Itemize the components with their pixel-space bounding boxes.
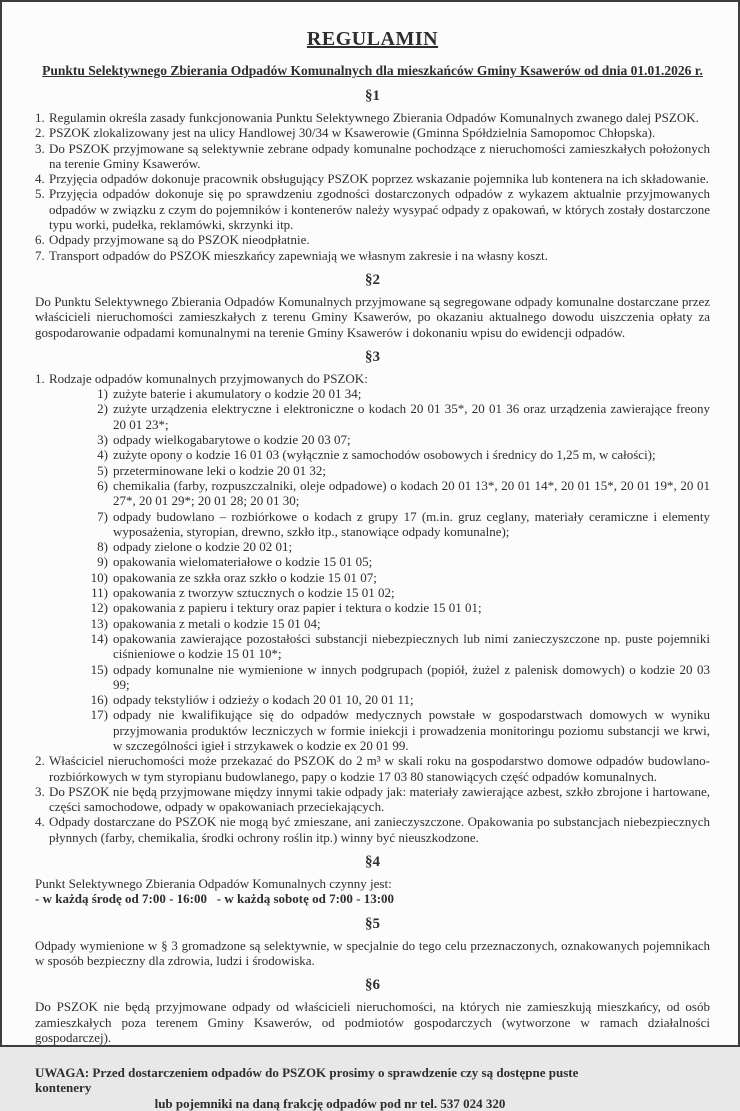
list-item-number: 8) [97,539,108,555]
list-item-text: odpady wielkogabarytowe o kodzie 20 03 07; [113,432,351,448]
list-item [35,232,710,247]
list-item [81,662,710,693]
list-item-number: 2. [35,125,45,141]
list-item-text: zużyte baterie i akumulatory o kodzie 20 01 34; [113,386,362,402]
list-item [81,432,710,447]
footer-note-line1: UWAGA: Przed dostarczeniem odpadów do PSZOK prosimy o sprawdzenie czy są dostępne puste kontenery [35,1065,579,1096]
list-item-text: Odpady przyjmowane są do PSZOK nieodpłatnie. [49,232,310,248]
list-item-number: 4. [35,171,45,187]
waste-types-sublist [81,386,710,753]
list-item-text: odpady nie kwalifikujące się do odpadów medycznych powstałe w gospodarstwach domowych w wyniku przyjmowania produktów leczniczych w formie iniekcji i prowadzenia monitoringu poziomu substancji we krwi, w szczególności igieł i strzykawek o kodzie ex 20 01 99. [113,707,710,753]
opening-hours-intro: Punkt Selektywnego Zbierania Odpadów Komunalnych czynny jest: [35,876,392,892]
footer-note-line2: lub pojemniki na daną frakcję odpadów pod nr tel. 537 024 320 [154,1095,506,1111]
list-item-text: Przyjęcia odpadów dokonuje się po sprawdzeniu zgodności dostarczonych odpadów z wykazem aktualnie przyjmowanych odpadów w związku z czym do pojemników i kontenerów należy wysypać odpady z opakowań, w których zostały dostarczone typu worki, pudełka, reklamówki, skrzynki itp. [49,186,710,233]
section-6-heading: §6 [365,977,380,994]
list-item-number: 5. [35,186,45,202]
list-item-text: Rodzaje odpadów komunalnych przyjmowanych do PSZOK: [49,370,368,386]
list-item-number: 14) [90,630,108,646]
list-item-number: 4. [35,814,45,830]
list-item-text: Regulamin określa zasady funkcjonowania Punktu Selektywnego Zbierania Odpadów Komunalnych zwanego dalej PSZOK. [49,110,699,125]
list-item-text: opakowania zawierające pozostałości substancji niebezpiecznych lub nimi zanieczyszczone np. puste pojemniki ciśnieniowe o kodzie 15 01 10*; [113,630,710,662]
list-item [81,539,710,554]
section-4-heading: §4 [365,854,380,871]
section-1-body [35,110,710,263]
list-item-number: 15) [90,661,108,677]
list-item-text: Do PSZOK przyjmowane są selektywnie zebrane odpady komunalne pochodzące z nieruchomości zamieszkałych położonych na terenie Gminy Ksawerów. [49,140,710,171]
list-item-number: 9) [97,554,108,570]
list-item [81,692,710,707]
section-2-paragraph: Do Punktu Selektywnego Zbierania Odpadów Komunalnych przyjmowane są segregowane odpady komunalne dostarczane przez właścicieli nieruchomości zamieszkałych z terenu Gminy Ksawerów, po okazaniu aktualnego dowodu uiszczenia opłaty za gospodarowanie odpadami komunalnymi na terenie Gminy Ksawerów i dokonaniu wpisu do ewidencji odpadów. [35,293,710,340]
list-item-text: opakowania ze szkła oraz szkło o kodzie 15 01 07; [113,569,377,585]
section-1-heading: §1 [365,88,380,104]
list-item-text: opakowania z papieru i tektury oraz papier i tektura o kodzie 15 01 01; [113,600,482,616]
list-item [81,585,710,600]
list-item-number: 5) [97,462,108,478]
list-item-text: Właściciel nieruchomości może przekazać do PSZOK do 2 m³ w skali roku na gospodarstwo domowe odpadów budowlano-rozbiórkowych w tym styropianu budowlanego, papy o kodzie 17 03 80 stanowiących część odpadów komunalnych. [49,753,710,784]
list-item-text: Transport odpadów do PSZOK mieszkańcy zapewniają we własnym zakresie i na własny koszt. [49,247,548,263]
list-item [35,125,710,140]
list-item-text: Odpady dostarczane do PSZOK nie mogą być zmieszane, ani zanieczyszczone. Opakowania po substancjach niebezpiecznych płynnych (farby, chemikalia, środki ochrony roślin itp.) winny być nieuszkodzone. [49,814,710,845]
list-item [35,110,710,125]
list-item-number: 7. [35,247,45,263]
list-item [35,814,710,845]
section-3-body [35,371,710,845]
list-item-number: 1. [35,370,45,386]
list-item [81,631,710,662]
list-item [81,707,710,753]
list-item-text: opakowania wielomateriałowe o kodzie 15 01 05; [113,554,373,570]
list-item [81,463,710,478]
section-2-heading: §2 [365,271,380,288]
list-item-number: 16) [90,692,108,708]
list-item [35,248,710,263]
list-item-text: chemikalia (farby, rozpuszczalniki, oleje odpadowe) o kodach 20 01 13*, 20 01 14*, 20 01 15*, 20 01 19*, 20 01 27*, 20 01 29*; 20 01 28; 20 01 30; [113,477,710,509]
list-item-number: 6. [35,232,45,248]
list-item [81,478,710,509]
document-subtitle: Punktu Selektywnego Zbierania Odpadów Komunalnych dla mieszkańców Gminy Ksawerów od dnia 01.01.2026 r. [42,63,703,78]
list-item-text: Do PSZOK nie będą przyjmowane między innymi takie odpady jak: materiały zawierające azbest, szkło zbrojone i hartowane, części samochodowe, odpady w opakowaniach przeciekających. [49,783,710,815]
list-item [81,616,710,631]
list-item-number: 10) [90,569,108,585]
document-title: REGULAMIN [306,28,439,50]
list-item-text: zużyte urządzenia elektryczne i elektroniczne o kodach 20 01 35*, 20 01 36 oraz urządzenia zawierające freony 20 01 23*; [113,401,710,432]
list-item [81,570,710,585]
list-item-text: PSZOK zlokalizowany jest na ulicy Handlowej 30/34 w Ksawerowie (Gminna Spółdzielnia Samopomoc Chłopska). [49,125,656,141]
list-item-number: 2) [97,401,108,417]
list-item-number: 3. [35,140,45,156]
list-item [81,554,710,569]
list-item-text: Przyjęcia odpadów dokonuje pracownik obsługujący PSZOK poprzez wskazanie pojemnika lub kontenera na ich składowanie. [49,171,709,187]
section-3-heading: §3 [365,348,380,365]
opening-hours: - w każdą środę od 7:00 - 16:00 - w każdą sobotę od 7:00 - 13:00 [35,891,395,907]
list-item [35,186,710,232]
list-item [35,371,710,386]
list-item-text: odpady tekstyliów i odzieży o kodach 20 01 10, 20 01 11; [113,692,414,708]
list-item-number: 6) [97,477,108,493]
list-item-number: 1. [35,110,45,125]
footer-note [35,1065,625,1111]
list-item-number: 12) [90,600,108,616]
list-item [35,171,710,186]
list-item-number: 2. [35,753,45,769]
list-item-number: 7) [97,508,108,524]
section-6-paragraph: Do PSZOK nie będą przyjmowane odpady od właścicieli nieruchomości, na których nie zamieszkują mieszkańcy, od osób zamieszkałych poza terenem Gminy Ksawerów, od podmiotów gospodarczych (wytworzone w ramach działalności gospodarczej). [35,999,710,1045]
list-item-number: 1) [97,386,108,402]
list-item [35,141,710,172]
list-item-text: odpady zielone o kodzie 20 02 01; [113,539,293,555]
list-item-text: przeterminowane leki o kodzie 20 01 32; [113,462,326,478]
list-item-number: 13) [90,615,108,631]
list-item [81,509,710,540]
list-item-text: opakowania z metali o kodzie 15 01 04; [113,615,321,631]
list-item-text: opakowania z tworzyw sztucznych o kodzie 15 01 02; [113,585,395,601]
list-item [35,753,710,784]
list-item-text: odpady budowlano – rozbiórkowe o kodach z grupy 17 (m.in. gruz ceglany, materiały ceramiczne i elementy wyposażenia, styropian, drewno, szkło itp., stanowiące odpady komunalne); [113,508,710,539]
list-item-number: 3) [97,432,108,448]
list-item-number: 4) [97,447,108,463]
section-4-body [35,876,710,907]
list-item-number: 17) [90,707,108,723]
list-item [81,401,710,432]
list-item-number: 11) [91,585,108,601]
section-5-paragraph: Odpady wymienione w § 3 gromadzone są selektywnie, w specjalnie do tego celu przeznaczonych, oznakowanych pojemnikach w sposób bezpieczny dla zdrowia, ludzi i środowiska. [35,937,710,968]
list-item-text: zużyte opony o kodzie 16 01 03 (wyłącznie z samochodów osobowych i średnicy do 1,25 m, w całości); [113,447,656,463]
list-item-number: 3. [35,783,45,799]
list-item-text: odpady komunalne nie wymienione w innych podgrupach (popiół, żużel z palenisk domowych) o kodzie 20 03 99; [113,661,710,692]
section-5-heading: §5 [365,915,380,932]
list-item [81,386,710,401]
list-item [35,784,710,815]
list-item [81,447,710,462]
list-item [81,600,710,615]
